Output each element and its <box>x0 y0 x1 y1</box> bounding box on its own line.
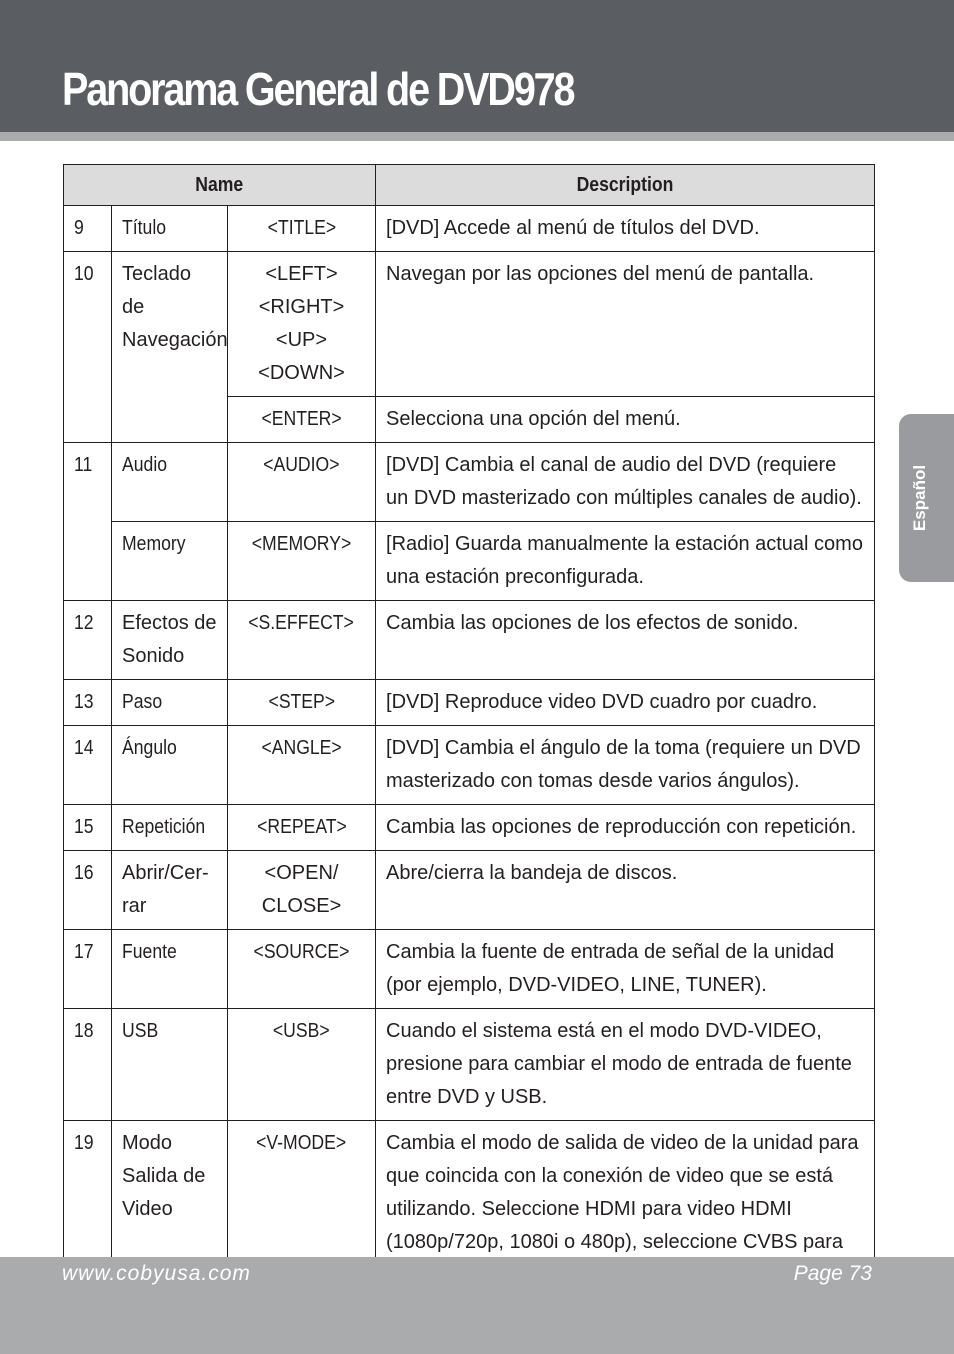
row-key: <MEMORY> <box>228 522 376 601</box>
row-number: 11 <box>64 443 112 601</box>
table-row <box>64 680 875 726</box>
row-description: Abre/cierra la bandeja de discos. <box>376 851 875 930</box>
row-description: [DVD] Cambia el ángulo de la toma (requiere un DVD masterizado con tomas desde varios ángulos). <box>376 726 875 805</box>
row-key: <OPEN/ CLOSE> <box>228 851 376 930</box>
row-description: [DVD] Reproduce video DVD cuadro por cuadro. <box>376 680 875 726</box>
row-description: [DVD] Accede al menú de títulos del DVD. <box>376 206 875 252</box>
row-number: 9 <box>64 206 112 252</box>
row-description: Cambia las opciones de reproducción con repetición. <box>376 805 875 851</box>
table-row <box>64 601 875 680</box>
row-name: Ángulo <box>112 726 228 805</box>
row-description: Cambia las opciones de los efectos de sonido. <box>376 601 875 680</box>
table-row <box>64 805 875 851</box>
row-description: [Radio] Guarda manualmente la estación actual como una estación preconfigurada. <box>376 522 875 601</box>
row-number: 16 <box>64 851 112 930</box>
row-name: Memory <box>112 522 228 601</box>
row-description: Cambia el modo de salida de video de la unidad para que coincida con la conexión de video que se está utilizando. Seleccione HDMI para video HDMI (1080p/720p, 1080i o 480p), seleccione CVBS para <box>376 1121 875 1299</box>
row-name: Fuente <box>112 930 228 1009</box>
row-description: Cambia la fuente de entrada de señal de la unidad (por ejemplo, DVD-VIDEO, LINE, TUNER). <box>376 930 875 1009</box>
row-name: Teclado de Navegación <box>112 252 228 443</box>
row-description: Cuando el sistema está en el modo DVD-VIDEO, presione para cambiar el modo de entrada de fuente entre DVD y USB. <box>376 1009 875 1121</box>
row-name: Paso <box>112 680 228 726</box>
row-number: 14 <box>64 726 112 805</box>
row-number: 10 <box>64 252 112 443</box>
row-description: Selecciona una opción del menú. <box>376 397 875 443</box>
header-stripe <box>0 132 954 141</box>
table-row <box>64 443 875 522</box>
row-name: Abrir/Cer- rar <box>112 851 228 930</box>
row-key: <V-MODE> <box>228 1121 376 1299</box>
row-name: Modo Salida de Video <box>112 1121 228 1299</box>
table-header-row <box>64 165 875 206</box>
table-row <box>64 522 875 601</box>
language-tab-label: Español <box>910 464 929 532</box>
row-name: Repetición <box>112 805 228 851</box>
row-key: <LEFT> <RIGHT> <UP> <DOWN> <box>228 252 376 397</box>
row-key: <TITLE> <box>228 206 376 252</box>
footer-url: www.cobyusa.com <box>62 1262 251 1285</box>
row-name: Efectos de Sonido <box>112 601 228 680</box>
row-key: <S.EFFECT> <box>228 601 376 680</box>
row-key: <REPEAT> <box>228 805 376 851</box>
row-key: <ANGLE> <box>228 726 376 805</box>
table-row <box>64 1009 875 1121</box>
table-row <box>64 206 875 252</box>
row-description: Navegan por las opciones del menú de pantalla. <box>376 252 875 397</box>
row-key: <USB> <box>228 1009 376 1121</box>
row-key: <ENTER> <box>228 397 376 443</box>
row-number: 17 <box>64 930 112 1009</box>
language-tab <box>899 414 954 582</box>
row-name: Título <box>112 206 228 252</box>
name-column-header: Name <box>64 165 376 206</box>
remote-buttons-table <box>63 164 875 1299</box>
table-row <box>64 252 875 397</box>
row-key: <STEP> <box>228 680 376 726</box>
table-row <box>64 851 875 930</box>
row-number: 19 <box>64 1121 112 1299</box>
row-number: 15 <box>64 805 112 851</box>
page-number: Page 73 <box>793 1262 872 1285</box>
description-column-header: Description <box>376 165 875 206</box>
row-number: 13 <box>64 680 112 726</box>
row-key: <AUDIO> <box>228 443 376 522</box>
row-name: Audio <box>112 443 228 522</box>
table-row <box>64 726 875 805</box>
page-title: Panorama General de DVD978 <box>62 63 574 115</box>
row-number: 18 <box>64 1009 112 1121</box>
table-row <box>64 930 875 1009</box>
row-key: <SOURCE> <box>228 930 376 1009</box>
row-name: USB <box>112 1009 228 1121</box>
row-number: 12 <box>64 601 112 680</box>
row-description: [DVD] Cambia el canal de audio del DVD (requiere un DVD masterizado con múltiples canales de audio). <box>376 443 875 522</box>
